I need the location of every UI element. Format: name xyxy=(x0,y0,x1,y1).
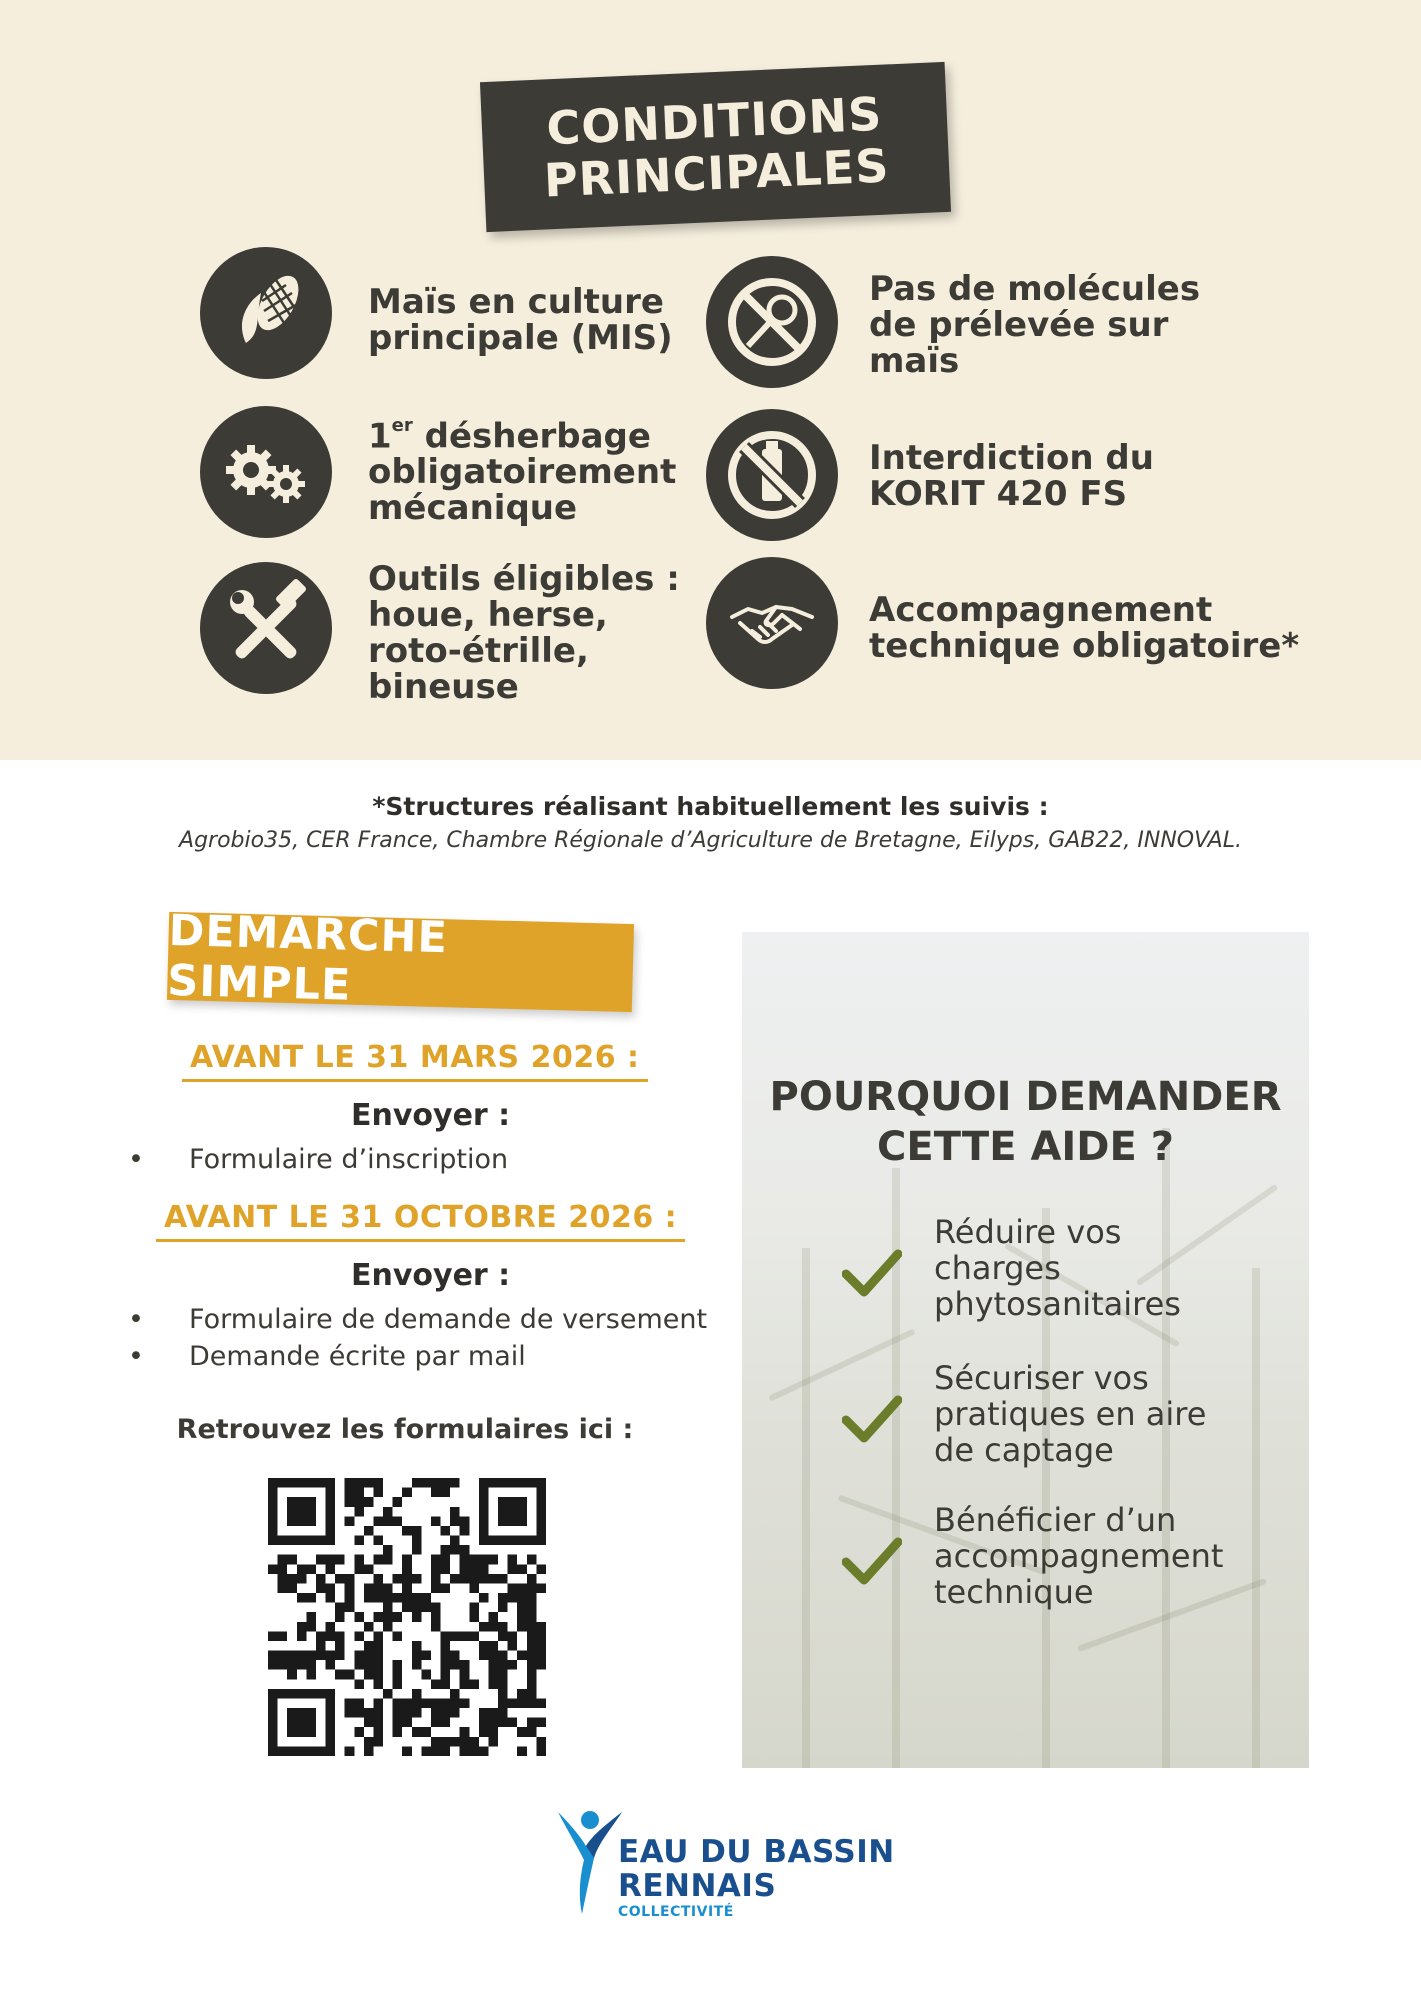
demarche-title-banner: DÉMARCHE SIMPLE xyxy=(167,912,634,1012)
condition-3-line3: roto-étrille, xyxy=(368,631,589,671)
check-icon xyxy=(842,1248,902,1298)
corn-stalk xyxy=(1252,1268,1260,1768)
benefit-1-line3: phytosanitaires xyxy=(934,1285,1181,1323)
condition-2-line2: obligatoirement xyxy=(368,452,677,493)
deadline-october: AVANT LE 31 OCTOBRE 2026 : xyxy=(156,1200,685,1242)
condition-text-2 xyxy=(368,412,677,529)
benefit-1 xyxy=(934,1214,1181,1322)
logo-text-line2: RENNAIS xyxy=(618,1868,777,1904)
condition-text-6 xyxy=(869,592,1299,664)
benefit-2-line3: de captage xyxy=(934,1431,1114,1469)
why-title xyxy=(742,1072,1309,1172)
condition-6-line2: technique obligatoire* xyxy=(869,626,1300,666)
benefit-2-line1: Sécuriser vos xyxy=(934,1359,1149,1397)
benefit-3-line3: technique xyxy=(934,1573,1094,1611)
gears-icon xyxy=(200,406,332,538)
benefit-1-line2: charges xyxy=(934,1249,1061,1287)
condition-text-5 xyxy=(869,440,1154,512)
benefit-2-line2: pratiques en aire xyxy=(934,1395,1207,1433)
condition-3-line1: Outils éligibles : xyxy=(368,559,680,599)
condition-text-3 xyxy=(368,561,680,705)
conditions-title-line2: PRINCIPALES xyxy=(542,138,891,208)
condition-1-line1: Maïs en culture xyxy=(368,282,664,322)
deadline-march: AVANT LE 31 MARS 2026 : xyxy=(182,1040,648,1082)
bullet-dot: • xyxy=(128,1144,144,1175)
handshake-icon xyxy=(706,557,838,689)
footnote-title: *Structures réalisant habituellement les suivis : xyxy=(372,792,1049,821)
no-bottle-icon xyxy=(706,409,838,541)
check-icon xyxy=(842,1536,902,1586)
condition-4-line3: maïs xyxy=(869,341,960,381)
forms-label: Retrouvez les formulaires ici : xyxy=(176,1414,634,1445)
condition-2-ordinal: 1 xyxy=(368,416,392,457)
condition-text-4 xyxy=(869,271,1200,379)
bullet-dot: • xyxy=(128,1304,144,1335)
list-item-text: Demande écrite par mail xyxy=(189,1341,526,1372)
qr-code[interactable] xyxy=(268,1478,546,1756)
condition-4-line1: Pas de molécules xyxy=(869,269,1201,309)
list-item-text: Formulaire de demande de versement xyxy=(189,1304,708,1335)
eau-du-bassin-logo-icon xyxy=(556,1806,626,1918)
condition-6-line1: Accompagnement xyxy=(869,590,1213,630)
benefit-3 xyxy=(934,1502,1223,1610)
condition-5-line1: Interdiction du xyxy=(869,438,1154,478)
corn-stalk xyxy=(802,1248,810,1768)
condition-2-line1 xyxy=(368,412,676,457)
no-spray-icon xyxy=(706,256,838,388)
benefit-3-line1: Bénéficier d’un xyxy=(934,1501,1177,1539)
conditions-title-banner xyxy=(480,62,951,232)
send-label-2: Envoyer : xyxy=(351,1258,511,1293)
corn-icon xyxy=(200,247,332,379)
condition-2-line3: mécanique xyxy=(368,488,578,529)
condition-5-line2: KORIT 420 FS xyxy=(869,474,1128,514)
condition-4-line2: de prélevée sur xyxy=(869,305,1169,345)
conditions-section xyxy=(0,0,1421,760)
tools-icon xyxy=(200,562,332,694)
benefit-1-line1: Réduire vos xyxy=(934,1213,1122,1251)
footnote-structures: Agrobio35, CER France, Chambre Régionale d’Agriculture de Bretagne, Eilyps, GAB22, INNOVAL. xyxy=(179,828,1242,853)
condition-3-line2: houe, herse, xyxy=(368,595,608,635)
why-title-line1: POURQUOI DEMANDER xyxy=(769,1074,1282,1120)
bullet-dot: • xyxy=(128,1341,144,1372)
benefit-3-line2: accompagnement xyxy=(934,1537,1224,1575)
logo-text-line1: EAU DU BASSIN xyxy=(618,1834,895,1870)
conditions-title-line1: CONDITIONS xyxy=(545,86,884,156)
benefit-2 xyxy=(934,1360,1206,1468)
why-panel xyxy=(742,932,1309,1768)
condition-1-line2: principale (MIS) xyxy=(368,318,673,358)
condition-2-ordinal-sup: er xyxy=(391,415,413,436)
logo-text-line3: COLLECTIVITÉ xyxy=(618,1904,734,1920)
check-icon xyxy=(842,1394,902,1444)
list-item-text: Formulaire d’inscription xyxy=(189,1144,509,1175)
condition-2-first-rest: désherbage xyxy=(412,416,651,457)
why-title-line2: CETTE AIDE ? xyxy=(877,1124,1174,1170)
condition-text-1 xyxy=(368,284,673,356)
send-label-1: Envoyer : xyxy=(351,1098,511,1133)
condition-3-line4: bineuse xyxy=(368,667,519,707)
